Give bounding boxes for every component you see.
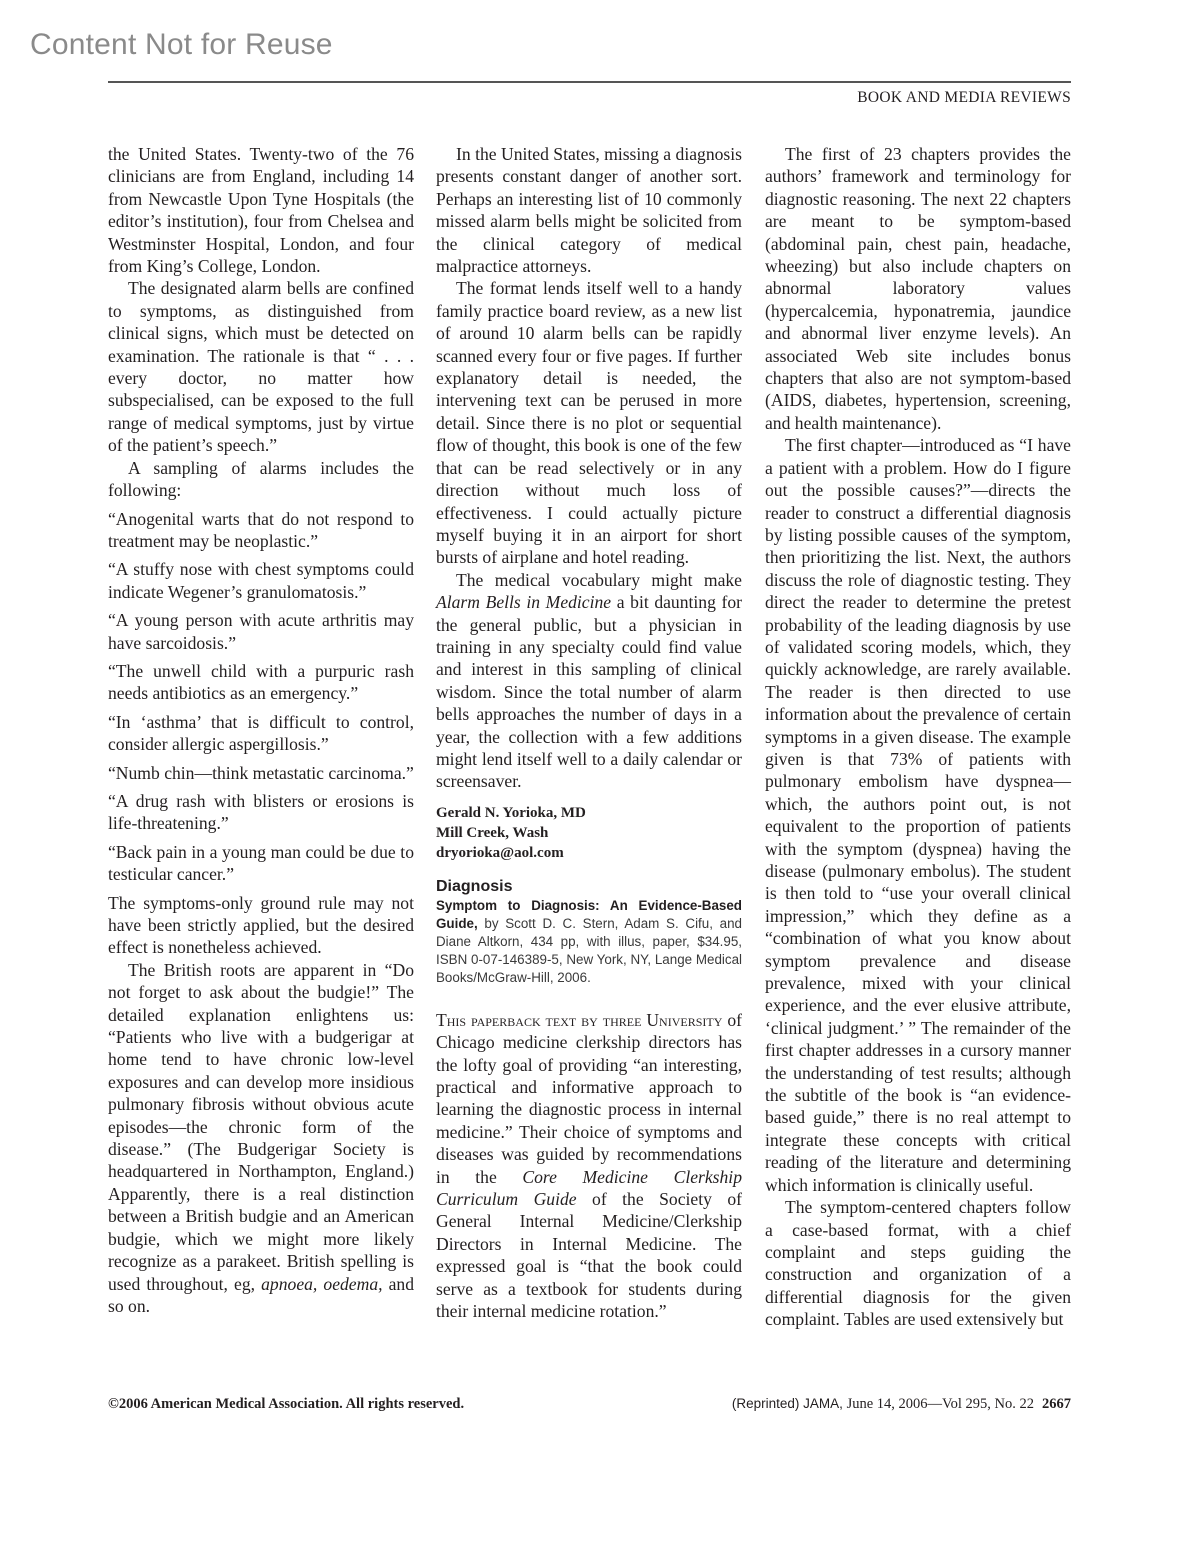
section-heading: Diagnosis	[436, 877, 513, 895]
alarm-quote: “The unwell child with a purpuric rash needs antibiotics as an emergency.”	[108, 660, 414, 704]
paragraph: The designated alarm bells are confined to symptoms, as distinguished from clinical signs, which must be detected on examination. The rationale is that “ . . . every doctor, no matter how subspecialised, can be exposed to the full range of medical symptoms, just by virtue of the patient’s speech.”	[108, 278, 414, 456]
citation-details: by Scott D. C. Stern, Adam S. Cifu, and Diane Altkorn, 434 pp, with illus, paper, $34.95, ISBN 0-07-146389-5, New York, NY, Lange Medical Books/McGraw-Hill, 2006.	[436, 915, 742, 985]
italic-text: Core Medicine Clerkship Curriculum Guide	[436, 1166, 742, 1210]
alarm-quote: “A young person with acute arthritis may have sarcoidosis.”	[108, 610, 414, 653]
paragraph: In the United States, missing a diagnosis presents constant danger of another sort. Perhaps an interesting list of 10 commonly missed alarm bells might be solicited from the clinical category of medical malpractice attorneys.	[436, 144, 742, 277]
reprint-label: (Reprinted) JAMA,	[731, 1396, 843, 1411]
paragraph	[436, 569, 742, 793]
paragraph: The symptoms-only ground rule may not have been strictly applied, but the desired effect is nonetheless achieved.	[108, 892, 414, 958]
paragraph	[108, 959, 414, 1318]
reviewer-location: Mill Creek, Wash	[436, 824, 549, 841]
reviewer-email: dryorioka@aol.com	[436, 844, 564, 861]
paragraph-text: The British roots are apparent in “Do not forget to ask about the budgie!” The detailed explanation enlightens us: “Patients who live with a budgerigar at home tend to have chronic low-level exposures and can develop more insidious pulmonary fibrosis without obvious acute episodes—the chronic form of the disease.” (The Budgerigar Society is headquartered in Northampton, England.) Apparently, there is a real distinction between a British budgie and an American budgie, which we might more likely recognize as a parakeet. British spelling is used throughout, eg,	[108, 959, 414, 1294]
alarm-quote: “In ‘asthma’ that is difficult to control, consider allergic aspergillosis.”	[108, 711, 414, 755]
paragraph-text: and so on.	[108, 1273, 415, 1316]
paragraph: the United States. Twenty-two of the 76 clinicians are from England, including 14 from Newcastle Upon Tyne Hospitals (the editor’s institution), four from Chelsea and Westminster Hospital, London, and four from King’s College, London.	[108, 144, 414, 277]
alarm-quote: “A stuffy nose with chest symptoms could indicate Wegener’s granulomatosis.”	[108, 559, 414, 602]
issue-date: June 14, 2006—Vol 295, No. 22	[842, 1396, 1034, 1412]
paragraph: A sampling of alarms includes the following:	[108, 457, 414, 501]
paragraph-text: of Chicago medicine clerkship directors has the lofty goal of providing “an interesting, practical and informative approach to learning the diagnostic process in internal medicine.” Their choice of symptoms and diseases was guided by recommendations in the	[436, 1009, 742, 1187]
alarm-quote: “Anogenital warts that do not respond to treatment may be neoplastic.”	[108, 508, 414, 551]
book-title: Alarm Bells in Medicine	[436, 592, 612, 613]
column-3	[765, 143, 1071, 1331]
paragraph: The first chapter—introduced as “I have a patient with a problem. How do I figure out the possible causes?”—directs the reader to construct a differential diagnosis by listing possible causes of the symptom, then prioritizing the list. Next, the authors discuss the role of diagnostic testing. They direct the reader to determine the pretest probability of the leading diagnosis by use of validated scoring models, which, they quickly acknowledge, are rarely available. The reader is then directed to use information about the prevalence of certain symptoms in a given disease. The example given is that 73% of patients with pulmonary embolism have dyspnea—which, the authors point out, is not equivalent to the proportion of patients with the symptom (dyspnea) having the disease (pulmonary embolus). The student is then told to “use your overall clinical impression,” which they define as a “combination of what you know about symptom prevalence and disease prevalence, mixed with your clinical experience, and the ever elusive attribute, ‘clinical judgment.’ ” The remainder of the first chapter addresses in a cursory manner the understanding of test results; although the subtitle of the book is “an evidence-based guide,” there is no real attempt to integrate these concepts with critical reading of the literature and determining which information is clinically useful.	[765, 435, 1071, 1195]
paragraph-text: The medical vocabulary might make	[456, 569, 742, 590]
column-2	[436, 143, 742, 1322]
alarm-quote: “Numb chin—think metastatic carcinoma.”	[108, 762, 414, 783]
column-1	[108, 143, 414, 1317]
running-head: BOOK AND MEDIA REVIEWS	[857, 89, 1071, 106]
paragraph: The format lends itself well to a handy family practice board review, as a new list of around 10 alarm bells can be rapidly scanned every four or five pages. If further explanatory detail is needed, the intervening text can be perused in more detail. Since there is no plot or sequential flow of thought, this book is one of the few that can be read selectively or in any direction without much loss of effectiveness. I could actually picture myself buying it in an airport for short bursts of airplane and hotel reading.	[436, 278, 742, 568]
italic-text: apnoea, oedema,	[261, 1273, 383, 1294]
citation-title: Symptom to Diagnosis: An Evidence-Based Guide,	[436, 897, 742, 931]
paragraph: The first of 23 chapters provides the authors’ framework and terminology for diagnostic reasoning. The next 22 chapters are meant to be symptom-based (abdominal pain, chest pain, headache, wheezing) but also include chapters on abnormal laboratory values (hypercalcemia, hyponatremia, jaundice and abnormal liver enzyme levels). An associated Web site includes bonus chapters that also are not symptom-based (AIDS, diabetes, hypertension, screening, and health maintenance).	[765, 144, 1071, 433]
paragraph-text: a bit daunting for the general public, but a physician in training in any specialty could find value and interest in this sampling of clinical wisdom. Since the total number of alarm bells approaches the number of days in a year, the collection with a few additions might lend itself well to a daily calendar or screensaver.	[436, 592, 743, 792]
header-rule	[108, 81, 1071, 83]
reviewer-name: Gerald N. Yorioka, MD	[436, 804, 586, 821]
paragraph: The symptom-centered chapters follow a case-based format, with a chief complaint and steps guiding the construction and organization of a differential diagnosis for the given complaint. Tables are used extensively but	[765, 1197, 1071, 1330]
alarm-quote: “Back pain in a young man could be due to testicular cancer.”	[108, 841, 414, 885]
book-citation	[436, 897, 742, 987]
reviewer-signature	[436, 803, 742, 863]
copyright-notice: ©2006 American Medical Association. All rights reserved.	[108, 1396, 465, 1412]
journal-footer	[732, 1396, 1071, 1413]
paragraph	[436, 1009, 742, 1323]
lead-in: This paperback text by three University	[436, 1009, 723, 1030]
paragraph-text: of the Society of General Internal Medicine/Clerkship Directors in Internal Medicine. The expressed goal is “that the book could serve as a textbook for students during their internal medicine rotation.”	[436, 1189, 742, 1322]
watermark: Content Not for Reuse	[30, 28, 333, 61]
page-number: 2667	[1042, 1396, 1071, 1412]
alarm-quote: “A drug rash with blisters or erosions is life-threatening.”	[108, 790, 414, 834]
